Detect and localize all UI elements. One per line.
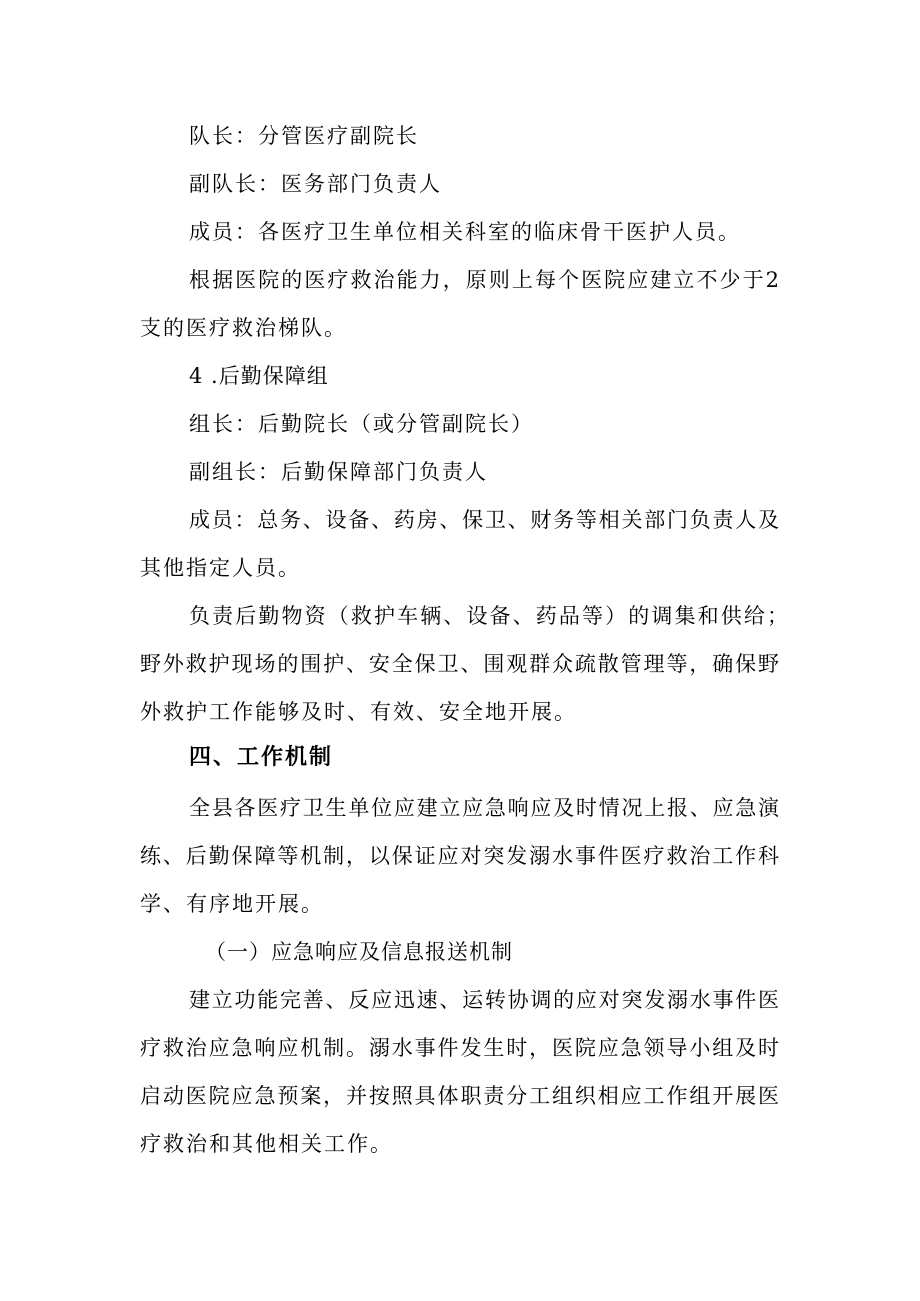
paragraph-line: 练、后勤保障等机制，以保证应对突发溺水事件医疗救治工作科: [140, 844, 780, 868]
paragraph-line: 成员：总务、设备、药房、保卫、财务等相关部门负责人及: [189, 508, 780, 532]
paragraph-line: 学、有序地开展。: [140, 892, 324, 916]
deputy-team-leader-line: 副队长：医务部门负责人: [189, 172, 442, 196]
section-heading-work-mechanism: 四、工作机制: [189, 745, 334, 770]
section-heading-logistics: 4 .后勤保障组: [189, 364, 329, 388]
group-leader-line: 组长：后勤院长（或分管副院长）: [189, 412, 534, 436]
members-line: 成员：各医疗卫生单位相关科室的临床骨干医护人员。: [189, 220, 741, 244]
paragraph-line: 疗救治应急响应机制。溺水事件发生时，医院应急领导小组及时: [140, 1036, 780, 1060]
paragraph-line: 疗救治和其他相关工作。: [140, 1132, 393, 1156]
paragraph-line: 野外救护现场的围护、安全保卫、围观群众疏散管理等，确保野: [140, 652, 780, 676]
paragraph-line: 建立功能完善、反应迅速、运转协调的应对突发溺水事件医: [189, 988, 780, 1012]
subsection-heading-emergency-response: （一）应急响应及信息报送机制: [205, 940, 513, 964]
paragraph-line: 全县各医疗卫生单位应建立应急响应及时情况上报、应急演: [189, 796, 780, 820]
paragraph-line: 根据医院的医疗救治能力，原则上每个医院应建立不少于2: [189, 268, 780, 292]
team-leader-line: 队长：分管医疗副院长: [189, 124, 419, 148]
paragraph-line: 负责后勤物资（救护车辆、设备、药品等）的调集和供给；: [189, 604, 789, 628]
paragraph-line: 启动医院应急预案，并按照具体职责分工组织相应工作组开展医: [140, 1084, 780, 1108]
paragraph-line: 外救护工作能够及时、有效、安全地开展。: [140, 700, 577, 724]
paragraph-line: 支的医疗救治梯队。: [140, 316, 347, 340]
deputy-group-leader-line: 副组长：后勤保障部门负责人: [189, 460, 488, 484]
paragraph-line: 其他指定人员。: [140, 556, 301, 580]
